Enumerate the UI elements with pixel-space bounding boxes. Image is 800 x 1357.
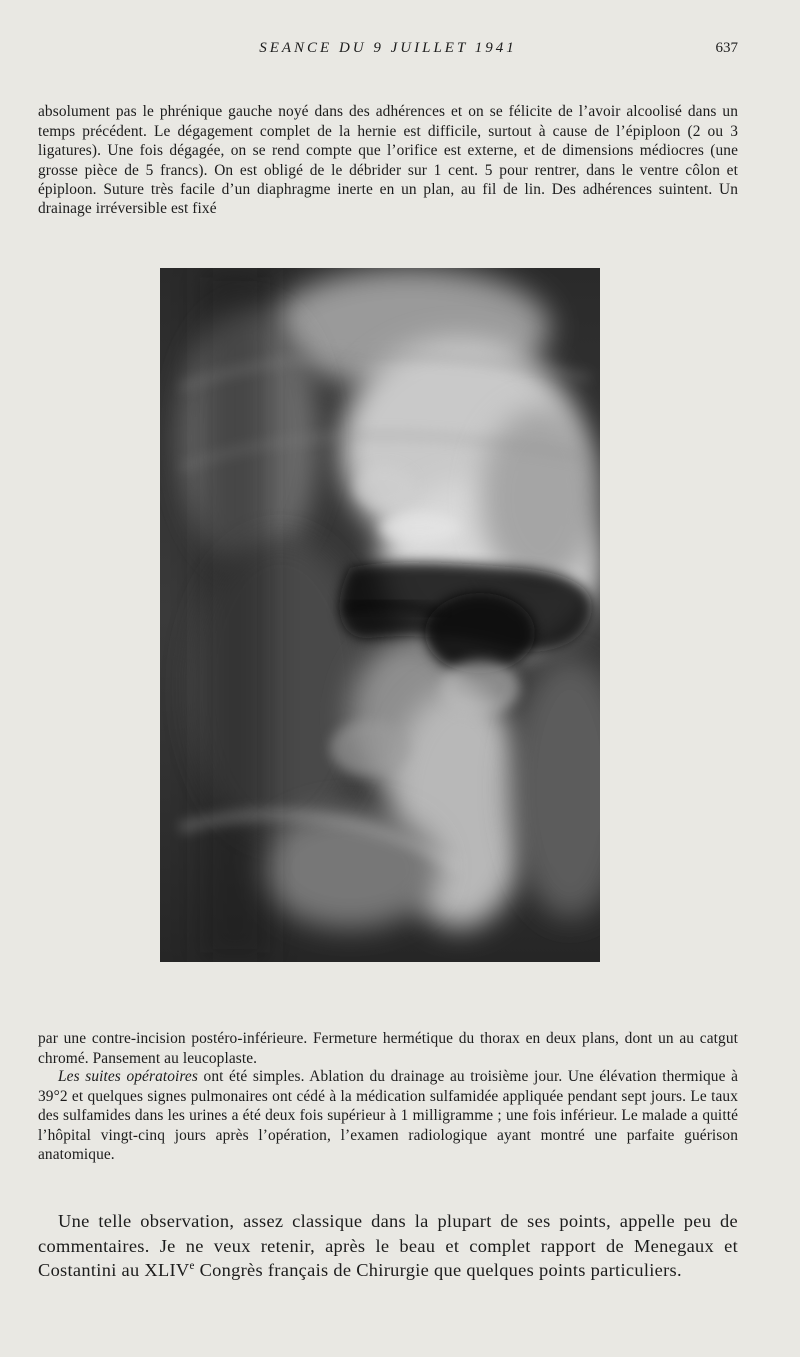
paragraph-commentary [38,1209,738,1283]
running-title: SEANCE DU 9 JUILLET 1941 [259,40,517,56]
commentary-text-2: Congrès français de Chirurgie que quelques points particuliers. [194,1260,682,1281]
radiograph-illustration [160,268,600,962]
paragraph-operation-continued: absolument pas le phrénique gauche noyé dans des adhérences et on se félicite de l’avoir alcoolisé dans un temps précédent. Le dégagement complet de la hernie est difficile, surtout à cause de l’épiploon (2 ou 3 ligatures). Une fois dégagée, on se rend compte que l’orifice est externe, et de dimensions médiocres (une grosse pièce de 5 francs). On est obligé de le débrider sur 1 cent. 5 pour rentrer, dans le ventre côlon et épiploon. Suture très facile d’un diaphragme inerte en un plan, au fil de lin. Des adhérences suintent. Un drainage irréversible est fixé [38,103,738,218]
page-header [38,40,738,62]
radiograph-image [160,268,600,962]
postoperative-text: ont été simples. Ablation du drainage au troisième jour. Une élévation thermique à 39°2 et quelques signes pulmonaires ont cédé à la médication sulfamidée appliquée pendant sept jours. Le taux des sulfamides dans les urines a été deux fois supérieur à 1 milligramme ; une fois inférieur. Le malade a quitté l’hôpital vingt-cinq jours après l’opération, l’examen radiologique ayant montré une parfaite guérison anatomique. [38,1068,739,1164]
commentary-superscript: e [189,1260,195,1273]
paragraph-postoperative [38,1067,738,1164]
commentary-text-1: Une telle observation, assez classique dans la plupart de ses points, appelle peu de commentaires. Je ne veux retenir, après le beau et complet rapport de Menegaux et Costantini au XLIV [38,1211,738,1281]
paragraph-incision: par une contre-incision postéro-inférieure. Fermeture hermétique du thorax en deux plans, dont un au catgut chromé. Pansement au leucoplaste. [38,1030,738,1067]
postoperative-lead: Les suites opératoires [58,1068,198,1086]
page-number: 637 [715,40,738,56]
